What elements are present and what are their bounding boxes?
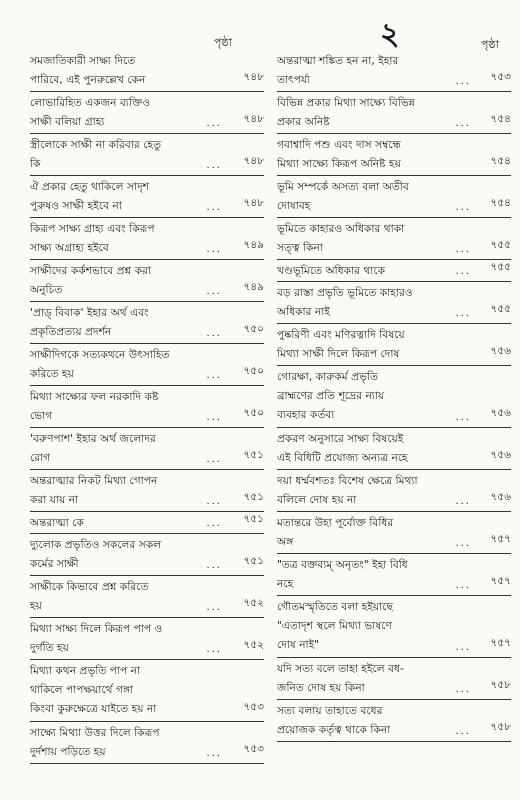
index-entry [30,660,264,722]
entry-leader: ... [206,560,222,571]
index-entry [277,658,511,700]
index-entry [277,366,511,428]
entry-text: অন্তরাত্মা শঙ্কিত হন না, ইহার তাৎপর্য্য [277,55,399,86]
entry-page-number: ৭৫০ [243,323,264,335]
page-column-label-right: পৃষ্ঠা [481,38,499,51]
entry-page-number: ৭৫৬ [490,345,511,357]
entry-page-number: ৭৫১ [243,491,264,503]
index-entry [30,302,264,344]
entry-text: গবাশ্বাদি পশু এবং দাস সম্বন্ধে মিথ্যা সাক্ষ্যে কিরূপ অনিষ্ট হয় [277,139,402,170]
entry-page-number: ৭৫৭ [490,533,511,545]
entry-page-number: ৭৫৫ [490,261,511,273]
index-entry [277,512,511,554]
entry-page-number: ৭৪৯ [243,239,264,251]
entry-text: মিথ্যা কথন প্রভৃতি পাপ না থাকিলে পাপক্ষয়ার্থে গঙ্গা কিংবা কুরুক্ষেত্রে যাইতে হয় না [30,665,157,715]
entry-page-number: ৭৫২ [243,597,264,609]
entry-leader: ... [206,160,222,171]
entry-page-number: ৭৫১ [243,449,264,461]
entry-leader: ... [206,412,222,423]
entry-page-number: ৭৫৩ [490,71,511,83]
page-column-label-left: পৃষ্ঠা [214,36,232,49]
index-column-right [277,50,511,742]
index-entry [30,50,264,92]
entry-page-number: ৭৫১ [243,513,264,525]
entry-leader: ... [206,286,222,297]
entry-text: "তত্র বক্তব্যম্ অনৃতং" ইহা বিধি নহে [277,559,408,590]
index-entry [277,176,511,218]
entry-text: মতান্তরে উহা পূর্বোক্ত বিধির অঙ্গ [277,517,394,548]
entry-page-number: ৭৫৪ [490,155,511,167]
index-entry [30,218,264,260]
entry-text: সাক্ষীদের কর্কশভাবে প্রশ্ন করা অনুচিত [30,265,152,296]
entry-leader: ... [455,76,471,87]
entry-leader: ... [455,684,471,695]
index-entry [277,92,511,134]
index-entry [277,134,511,176]
index-entry [277,554,511,596]
index-entry [30,176,264,218]
entry-text: দ্যুলোক প্রভৃতিও সকলের সকল কর্মের সাক্ষী [30,539,162,570]
index-entry [30,512,264,534]
entry-text: মিথ্যা সাক্ষ্য দিলে কিরূপ পাপ ও দুর্গতি হয় [30,623,163,654]
entry-page-number: ৭৫৫ [490,239,511,251]
entry-leader: ... [206,244,222,255]
index-entry [30,134,264,176]
entry-page-number: ৭৫৭ [490,575,511,587]
entry-leader: ... [455,580,471,591]
entry-text: মিথ্যা সাক্ষ্যের ফল নরকাদি কষ্ট ভোগ [30,391,159,422]
page-header [0,0,520,52]
entry-leader: ... [206,748,222,759]
entry-leader: ... [455,266,471,277]
index-entry [277,596,511,658]
entry-text: ভূমিতে কাহারও অধিকার থাকা সত্ত্ব কিনা [277,223,405,254]
entry-leader: ... [206,496,222,507]
entry-text: পুষ্করিণী এবং মণিরত্নাদি বিষয়ে মিথ্যা সাক্ষী দিলে কিরূপ দোষ [277,329,405,360]
entry-text: সমজাতিকারী সাক্ষ্য দিতে পারিবে, এই পুনরুল্লেখ কেন [30,55,146,86]
entry-text: কিরূপ সাক্ষ্য গ্রাহ্য এবং কিরূপ সাক্ষ্য অগ্রাহ্য হইবে [30,223,155,254]
entry-leader: ... [455,496,471,507]
entry-text: লোভারিহিত একজন ব্যক্তিও সাক্ষী বলিয়া গ্রাহ্য [30,97,151,128]
entry-page-number: ৭৫৬ [490,491,511,503]
index-entry [277,700,511,742]
entry-page-number: ৭৫৮ [490,679,511,691]
entry-text: ঐ প্রকার হেতু থাকিলে সাদৃশ পুরুষও সাক্ষী হইবে না [30,181,149,212]
entry-page-number: ৭৫৬ [490,449,511,461]
entry-text: গোরক্ষা, কারুকর্ম প্রভৃতি ব্রাহ্মণের প্রতি শূদ্রের ন্যায় ব্যবহার কর্তব্য [277,371,385,421]
entry-leader: ... [455,244,471,255]
entry-text: অন্তরাত্মা কে [30,517,84,529]
entry-page-number: ৭৫০ [243,407,264,419]
entry-page-number: ৭৫৩ [243,701,264,713]
entry-leader: ... [455,308,471,319]
index-entry [30,386,264,428]
entry-page-number: ৭৪৯ [243,281,264,293]
entry-text: সাক্ষীকে কিভাবে প্রশ্ন করিতে হয় [30,581,149,612]
entry-text: 'বরুণপাশ' ইহার অর্থ জলোদর রোগ [30,433,156,464]
entry-page-number: ৭৫৮ [490,721,511,733]
entry-page-number: ৭৫৩ [243,743,264,755]
index-entry [30,344,264,386]
index-entry [277,324,511,366]
index-entry [277,260,511,282]
entry-text: বড় রাস্তা প্রভৃতি ভূমিতে কাহারও অধিকার নাই [277,287,413,318]
index-entry [277,428,511,470]
entry-text: সাক্ষীদিগকে সত্যকথনে উৎসাহিত করিতে হয় [30,349,170,380]
index-entry [30,576,264,618]
entry-page-number: ৭৫৫ [490,303,511,315]
entry-leader: ... [455,726,471,737]
page-number: ২ [380,17,400,52]
entry-leader: ... [206,602,222,613]
entry-page-number: ৭৫২ [243,639,264,651]
entry-leader: ... [455,642,471,653]
entry-text: গৌতমস্মৃতিতে বলা হইয়াছে "এতাদৃশ স্থলে মিথ্যা ভাষণে দোষ নাই" [277,601,393,651]
entry-leader: ... [206,202,222,213]
index-entry [277,282,511,324]
entry-leader: ... [206,454,222,465]
entry-text: যদি সত্য বলে তাহা হইলে বধ- জনিত দোষ হয় কিনা [277,663,404,694]
entry-text: সত্য বলায় তাহাতে বধের প্রয়োজক কর্তৃত্ব থাকে কিনা [277,705,391,736]
entry-page-number: ৭৫৪ [490,113,511,125]
index-entry [30,428,264,470]
entry-text: স্ত্রীলোকে সাক্ষী না করিবার হেতু কি [30,139,162,170]
index-entry [30,470,264,512]
entry-text: দয়া ধর্ম্মবশতঃ বিশেষ ক্ষেত্রে মিথ্যা বলিলে দোষ হয় না [277,475,418,506]
entry-text: 'প্রাড্ বিবাক' ইহার অর্থ এবং প্রকৃতিপ্রত্যয় প্রদর্শন [30,307,149,338]
index-entry [30,618,264,660]
entry-leader: ... [206,644,222,655]
index-entry [30,722,264,764]
entry-page-number: ৭৫৭ [490,637,511,649]
entry-page-number: ৭৫৪ [490,197,511,209]
entry-page-number: ৭৪৮ [243,71,264,83]
entry-text: বিভিন্ন প্রকার মিথ্যা সাক্ষ্যে বিভিন্ন প্রকার অনিষ্ট [277,97,415,128]
entry-leader: ... [455,538,471,549]
index-entry [30,92,264,134]
entry-text: ভূমি সম্পর্কে অসত্য বলা অতীব দোষাবহ [277,181,409,212]
entry-leader: ... [455,118,471,129]
entry-text: খণ্ডভূমিতে অধিকার থাকে [277,265,386,277]
entry-text: প্রকরণ অনুসারে সাক্ষ্য বিষয়েই এই বিধিটি প্রযোজ্য অন্যত্র নহে [277,433,408,464]
entry-leader: ... [206,118,222,129]
entry-page-number: ৭৪৮ [243,155,264,167]
entry-leader: ... [206,518,222,529]
index-column-left [30,50,264,764]
entry-page-number: ৭৫০ [243,365,264,377]
entry-leader: ... [455,202,471,213]
entry-text: অন্তরাত্মার নিকট মিথ্যা গোপন করা যায় না [30,475,158,506]
entry-leader: ... [206,328,222,339]
entry-page-number: ৭৫৬ [490,407,511,419]
entry-page-number: ৭৪৮ [243,113,264,125]
index-entry [277,50,511,92]
entry-leader: ... [206,370,222,381]
entry-page-number: ৭৫১ [243,555,264,567]
index-entry [30,260,264,302]
index-entry [277,218,511,260]
index-entry [30,534,264,576]
entry-page-number: ৭৪৮ [243,197,264,209]
entry-leader: ... [455,412,471,423]
index-entry [277,470,511,512]
entry-text: সাক্ষ্যে মিথ্যা উত্তর দিলে কিরূপ দুর্দশায় পড়িতে হয় [30,727,160,758]
